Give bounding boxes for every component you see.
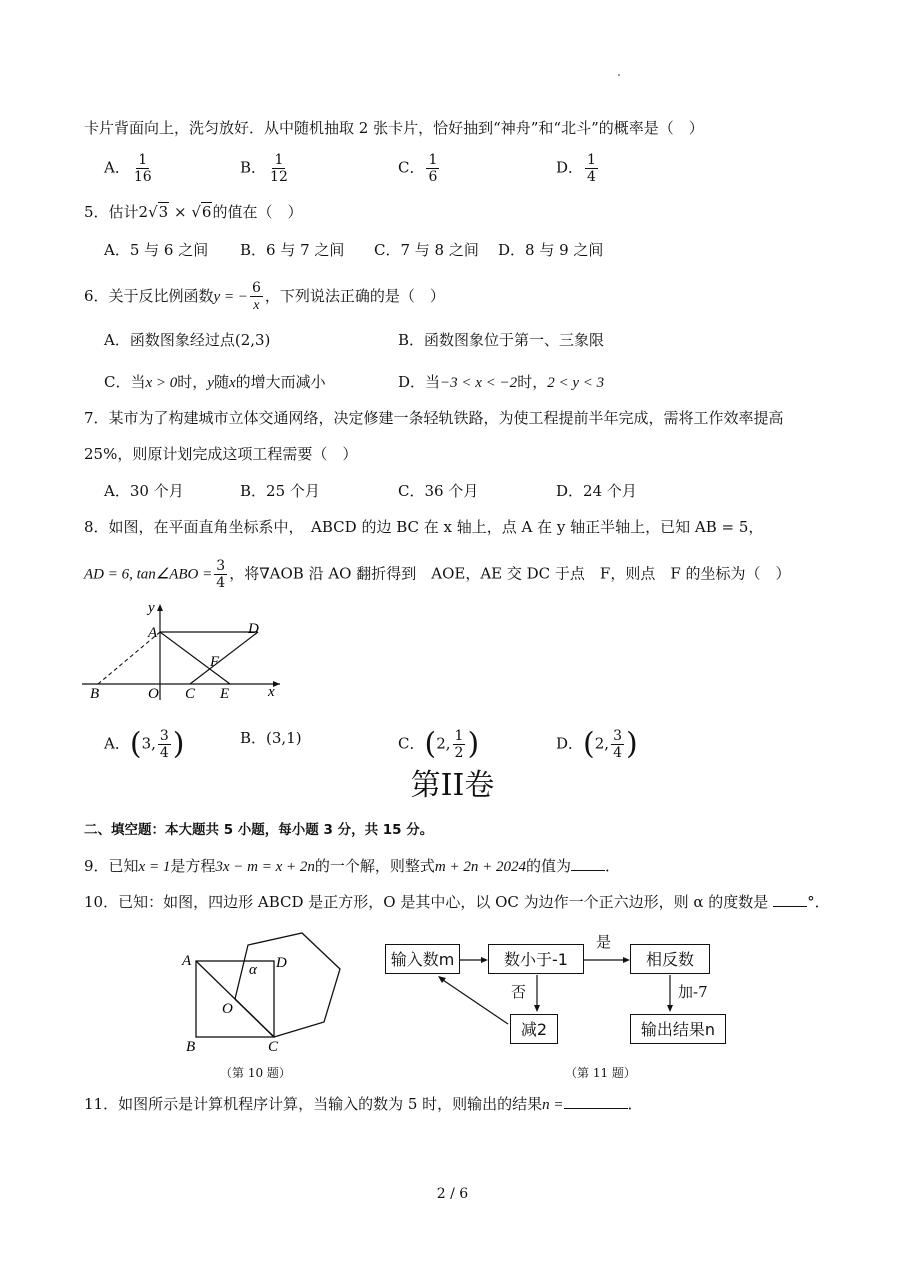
fig8-label-d: D xyxy=(248,621,259,637)
q7-option-c[interactable]: C．36 个月 xyxy=(398,482,479,500)
q6-option-a[interactable]: A．函数图象经过点(2,3) xyxy=(104,331,271,349)
fig10-label-a: A xyxy=(182,953,192,969)
q4-option-d[interactable]: D． $\frac{1}{4}$ xyxy=(556,152,596,185)
q5-option-c[interactable]: C．7 与 8 之间 xyxy=(374,241,479,259)
q7-option-d[interactable]: D．24 个月 xyxy=(556,482,637,500)
q6-option-c[interactable]: C．当x > 0时，y随x的增大而减小 xyxy=(104,373,326,391)
q5-option-b[interactable]: B．6 与 7 之间 xyxy=(240,241,345,259)
flow-negate-box: 相反数 xyxy=(630,944,710,974)
fig10-label-b: B xyxy=(186,1039,196,1055)
q4-option-b[interactable]: B． $\frac{1}{12}$ xyxy=(240,152,288,185)
q8-option-a[interactable]: A．(3, $\frac{3}{4}$ ) xyxy=(104,726,185,762)
q8-option-b[interactable]: B．(3,1) xyxy=(240,729,302,747)
q11-caption: （第 11 题） xyxy=(565,1066,636,1080)
fig10-label-d: D xyxy=(276,955,287,971)
fig8-label-b: B xyxy=(90,686,100,702)
q4-option-c[interactable]: C． $\frac{1}{6}$ xyxy=(398,152,438,185)
fig10-label-c: C xyxy=(268,1039,279,1055)
fig8-label-f: F xyxy=(210,654,220,670)
q4-text: 卡片背面向上，洗匀放好．从中随机抽取 2 张卡片，恰好抽到“神舟”和“北斗”的概率是（ ） xyxy=(84,119,704,137)
fig8-label-x: x xyxy=(268,684,275,700)
fig8-label-a: A xyxy=(148,625,158,641)
q7-option-a[interactable]: A．30 个月 xyxy=(104,482,184,500)
q8-option-c[interactable]: C．(2, $\frac{1}{2}$ ) xyxy=(398,726,480,762)
flow-no-label: 否 xyxy=(511,983,527,1001)
page-number: 2 / 6 xyxy=(436,1186,469,1202)
q8-option-d[interactable]: D．(2, $\frac{3}{4}$ ) xyxy=(556,726,638,762)
flow-add-label: 加-7 xyxy=(678,983,708,1001)
q8-figure xyxy=(80,600,290,705)
scan-dot xyxy=(618,74,620,76)
q6-stem: 6．关于反比例函数y = − $\frac{6}{x}$ ，下列说法正确的是（ ） xyxy=(84,280,445,313)
flow-input-box: 输入数m xyxy=(385,944,460,974)
q5-option-a[interactable]: A．5 与 6 之间 xyxy=(104,241,209,259)
q7-option-b[interactable]: B．25 个月 xyxy=(240,482,320,500)
q8-stem-line1: 8．如图，在平面直角坐标系中， ABCD 的边 BC 在 x 轴上，点 A 在 y 轴正半轴上，已知 AB = 5， xyxy=(84,518,764,536)
q7-stem-line2: 25%，则原计划完成这项工程需要（ ） xyxy=(84,445,358,463)
fig8-label-e: E xyxy=(220,686,230,702)
q4-option-a[interactable]: A． $\frac{1}{16}$ xyxy=(104,152,152,185)
flow-yes-label: 是 xyxy=(596,933,612,951)
q9-stem: 9．已知x = 1是方程3x − m = x + 2n的一个解，则整式m + 2n + 2024的值为 ． xyxy=(84,857,620,875)
part-2-title: 第II卷 xyxy=(410,768,495,803)
fig10-label-alpha: α xyxy=(249,962,257,978)
q10-stem: 10．已知：如图，四边形 ABCD 是正方形，O 是其中心，以 OC 为边作一个正六边形，则 α 的度数是 °． xyxy=(84,893,830,911)
q5-stem: 5．估计2√3 × √6的值在（ ） xyxy=(84,203,303,221)
q8-stem-line2: AD = 6, tan∠ABO = $\frac{3}{4}$ ，将∇AOB 沿 AO 翻折得到 AOE，AE 交 DC 于点 F，则点 F 的坐标为（ ） xyxy=(84,558,791,591)
q6-option-d[interactable]: D．当−3 < x < −2时，2 < y < 3 xyxy=(398,373,605,391)
q10-answer-blank[interactable] xyxy=(773,906,807,907)
flow-subtract-box: 减2 xyxy=(510,1014,558,1044)
fig8-label-c: C xyxy=(185,686,196,702)
fig8-label-o: O xyxy=(148,686,159,702)
flow-condition-box: 数小于-1 xyxy=(488,944,584,974)
q10-caption: （第 10 题） xyxy=(220,1066,291,1080)
q7-stem-line1: 7．某市为了构建城市立体交通网络，决定修建一条轻轨铁路，为使工程提前半年完成，需将工作效率提高 xyxy=(84,409,784,427)
q5-option-d[interactable]: D．8 与 9 之间 xyxy=(498,241,604,259)
q10-figure xyxy=(176,925,356,1055)
q11-answer-blank[interactable] xyxy=(564,1108,628,1109)
q6-option-b[interactable]: B．函数图象位于第一、三象限 xyxy=(398,331,605,349)
fig8-label-y: y xyxy=(148,600,155,616)
fig10-label-o: O xyxy=(222,1001,233,1017)
q9-answer-blank[interactable] xyxy=(571,870,605,871)
flow-output-box: 输出结果n xyxy=(630,1014,726,1044)
q11-stem: 11．如图所示是计算机程序计算，当输入的数为 5 时，则输出的结果n = ． xyxy=(84,1095,643,1113)
section-2-heading: 二、填空题：本大题共 5 小题，每小题 3 分，共 15 分。 xyxy=(84,822,434,838)
